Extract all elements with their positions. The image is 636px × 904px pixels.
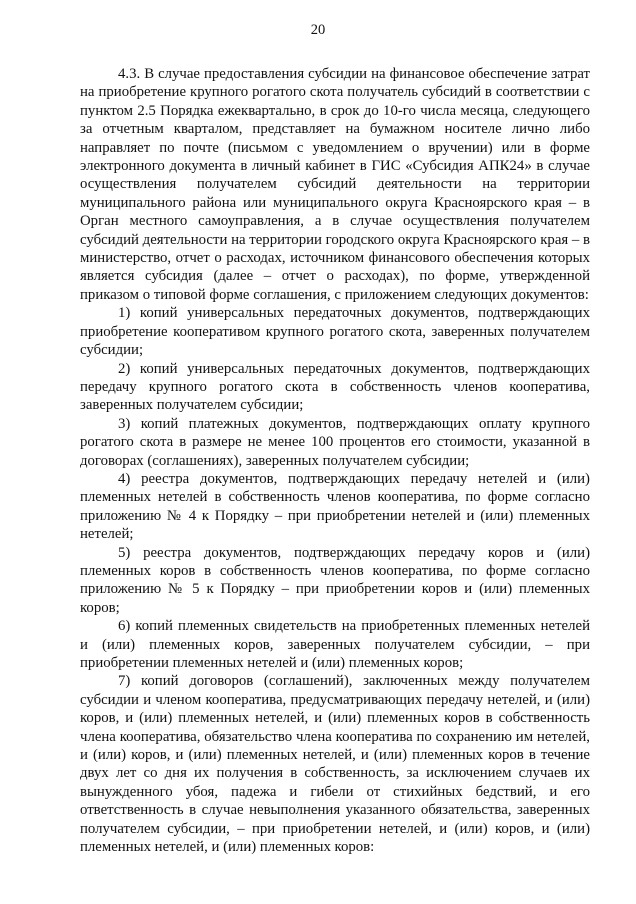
page-number: 20 [310, 22, 326, 38]
list-item-3: 3) копий платежных документов, подтверждающих оплату крупного рогатого скота в размере не менее 100 процентов его стоимости, указанной в договорах (соглашениях), заверенных получателем субсидии; [80, 415, 590, 469]
document-body [80, 65, 590, 856]
list-item-1: 1) копий универсальных передаточных документов, подтверждающих приобретение кооперативом крупного рогатого скота, заверенных получателем субсидии; [80, 305, 590, 359]
list-item-2: 2) копий универсальных передаточных документов, подтверждающих передачу крупного рогатого скота в собственность членов кооператива, заверенных получателем субсидии; [80, 360, 590, 414]
list-item-7: 7) копий договоров (соглашений), заключенных между получателем субсидии и членом кооператива, предусматривающих передачу нетелей, и (или) коров, и (или) племенных нетелей, и (или) племенных коров в собственность члена кооператива, обязательство члена кооператива по сохранению им нетелей, и (или) коров, и (или) племенных нетелей, и (или) племенных коров в течение двух лет со дня их получения в собственность, за исключением случаев их вынужденного убоя, падежа и гибели от стихийных бедствий, и его ответственность в случае невыполнения указанного обязательства, заверенных получателем субсидии, – при приобретении нетелей, и (или) коров, и (или) племенных нетелей, и (или) племенных коров: [80, 673, 590, 856]
paragraph-4-3: 4.3. В случае предоставления субсидии на финансовое обеспечение затрат на приобретение крупного рогатого скота получатель субсидий в соответствии с пунктом 2.5 Порядка ежеквартально, в срок до 10-го числа месяца, следующего за отчетным кварталом, представляет на бумажном носителе лично либо направляет по почте (письмом с уведомлением о вручении) или в форме электронного документа в личный кабинет в ГИС «Субсидия АПК24» в случае осуществления получателем субсидий деятельности на территории муниципального района или муниципального округа Красноярского края – в Орган местного самоуправления, а в случае осуществления получателем субсидий деятельности на территории городского округа Красноярского края – в министерство, отчет о расходах, источником финансового обеспечения которых является субсидия (далее – отчет о расходах), по форме, утвержденной приказом о типовой форме соглашения, с приложением следующих документов: [80, 66, 590, 303]
list-item-6: 6) копий племенных свидетельств на приобретенных племенных нетелей и (или) племенных коров, заверенных получателем субсидии, – при приобретении племенных нетелей и (или) племенных коров; [80, 618, 590, 671]
list-item-4: 4) реестра документов, подтверждающих передачу нетелей и (или) племенных нетелей в собственность членов кооператива, по форме согласно приложению № 4 к Порядку – при приобретении нетелей и (или) племенных нетелей; [80, 470, 590, 543]
list-item-5: 5) реестра документов, подтверждающих передачу коров и (или) племенных коров в собственность членов кооператива, по форме согласно приложению № 5 к Порядку – при приобретении коров и (или) племенных коров; [80, 544, 590, 616]
